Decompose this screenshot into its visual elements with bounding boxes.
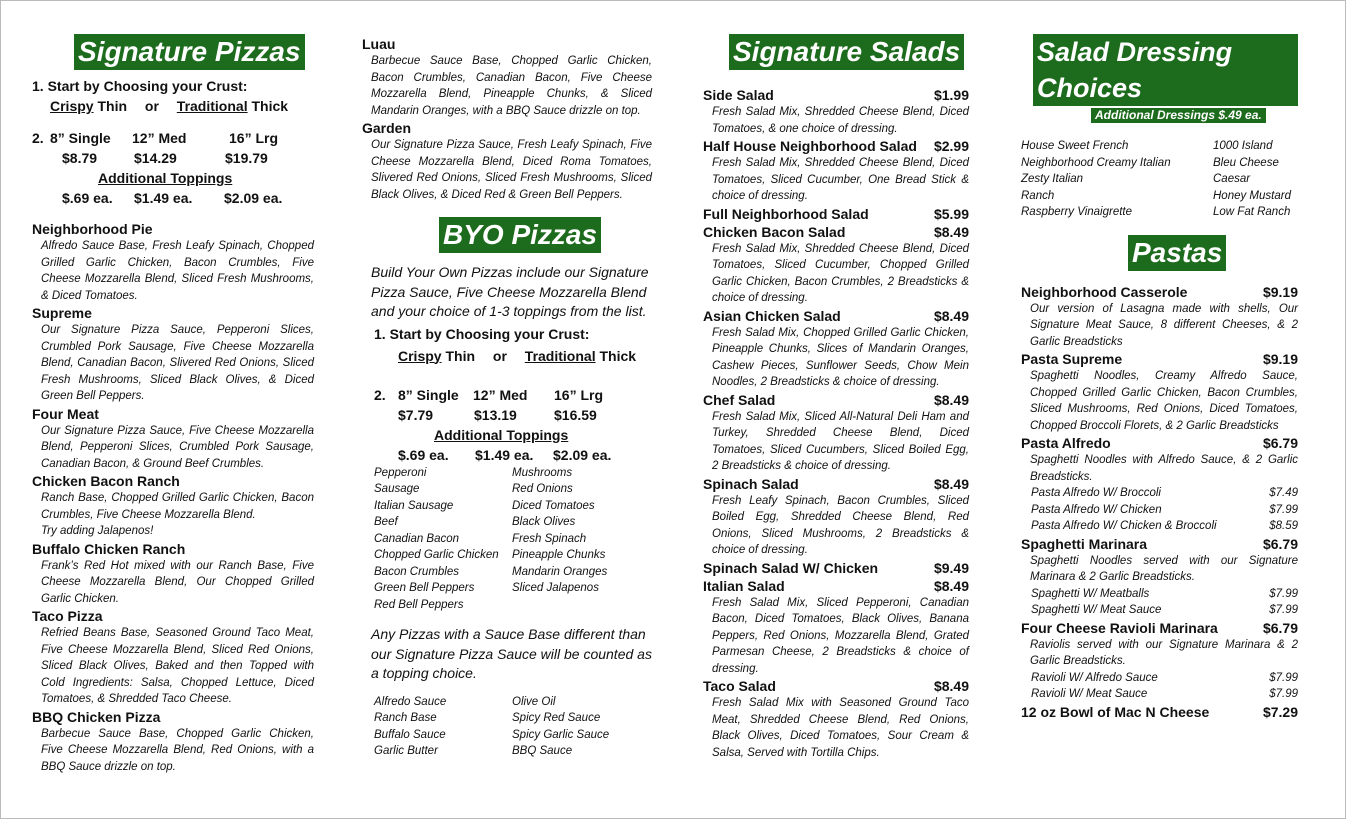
signature-salads-column	[703, 1, 969, 761]
additional-toppings-label: Additional Toppings	[98, 170, 233, 186]
byo-topping-prices: $.69 ea. $1.49 ea. $2.09 ea.	[398, 446, 612, 463]
menu-item: 12 oz Bowl of Mac N Cheese $7.29	[1021, 703, 1298, 720]
menu-item: Chicken Bacon Ranch Ranch Base, Chopped Grilled Garlic Chicken, Bacon Crumbles, Five Cheese Mozzarella Blend. Try adding Jalapenos!	[32, 473, 314, 537]
menu-item: Taco Pizza Refried Beans Base, Seasoned Ground Taco Meat, Five Cheese Mozzarella Blend, Sliced Red Onions, Sliced Black Olives, Baked and then Topped with Cold Ingredients: Salsa, Chopped Lettuce, Diced Tomatoes, & Shredded Taco Cheese.	[32, 608, 314, 705]
pastas-banner: Pastas	[1128, 235, 1226, 271]
dressing-list: House Sweet French 1000 Island Neighborhood Creamy Italian Bleu Cheese Zesty Italian Caesar Ranch Honey Mustard Raspberry Vinaigrette Low Fat Ranch	[1021, 140, 1291, 218]
crust-step: 1. Start by Choosing your Crust:	[32, 78, 248, 94]
byo-crust-options: Crispy Thin or Traditional Thick	[398, 347, 637, 364]
menu-item: Chef Salad $8.49 Fresh Salad Mix, Sliced All-Natural Deli Ham and Turkey, Shredded Cheese Blend, Diced Tomatoes, Sliced Cucumbers, Sliced Boiled Egg, 2 Breadsticks & choice of dressing.	[703, 391, 969, 472]
byo-pizzas-banner: BYO Pizzas	[439, 217, 601, 253]
menu-item: Pasta Supreme $9.19 Spaghetti Noodles, Creamy Alfredo Sauce, Chopped Grilled Garlic Chicken, Bacon Crumbles, Sliced Mushrooms, Red Onions, Diced Tomatoes, Chopped Broccoli Florets, & 2 Garlic Breadsticks	[1021, 351, 1298, 432]
menu-item: Taco Salad $8.49 Fresh Salad Mix with Seasoned Ground Taco Meat, Shredded Cheese Blend, Red Onions, Black Olives, Diced Tomatoes, Sour Cream & Salsa, Served with Tortilla Chips.	[703, 678, 969, 759]
byo-size-row: 2. 8” Single 12” Med 16” Lrg	[374, 386, 604, 403]
topping-prices: $.69 ea. $1.49 ea. $2.09 ea.	[62, 190, 283, 206]
menu-item: Spinach Salad W/ Chicken $9.49	[703, 559, 969, 576]
menu-item: Asian Chicken Salad $8.49 Fresh Salad Mix, Chopped Grilled Garlic Chicken, Pineapple Chunks, Slices of Mandarin Oranges, Cashew Pieces, Sunflower Seeds, Chow Mein Noodles, 2 Breadsticks & choice of dressing.	[703, 307, 969, 388]
byo-pizzas-column	[362, 1, 652, 760]
menu-item: Neighborhood Casserole $9.19 Our version of Lasagna made with shells, Our Signature Meat Sauce, 8 different Cheeses, & 2 Garlic Breadsticks	[1021, 283, 1298, 348]
size-row: 2. 8” Single 12” Med 16” Lrg	[32, 130, 279, 146]
menu-item: Garden Our Signature Pizza Sauce, Fresh Leafy Spinach, Five Cheese Mozzarella Blend, Diced Roma Tomatoes, Slivered Red Onions, Sliced Fresh Mushrooms, Sliced Black Olives, & Diced Red & Green Bell Peppers.	[362, 120, 652, 201]
signature-pizzas-column	[32, 1, 314, 775]
menu-item: Buffalo Chicken Ranch Frank’s Red Hot mixed with our Ranch Base, Five Cheese Mozzarella Blend, Our Chopped Grilled Garlic Chicken.	[32, 540, 314, 605]
byo-crust-step: 1. Start by Choosing your Crust:	[374, 325, 590, 342]
toppings-list: Pepperoni Mushrooms Sausage Red Onions Italian Sausage Diced Tomatoes Beef Black Olives Canadian Bacon Fresh Spinach Chopped Garlic Chicken Pineapple Chunks Bacon Crumbles Mandarin Oranges Green Bell Peppers Sliced Jalapenos Red Bell Peppers	[374, 466, 608, 611]
menu-item: Neighborhood Pie Alfredo Sauce Base, Fresh Leafy Spinach, Chopped Grilled Garlic Chicken, Bacon Crumbles, Five Cheese Mozzarella Blend, Sliced Fresh Mushrooms, & Diced Tomatoes.	[32, 221, 314, 302]
menu-item: Four Cheese Ravioli Marinara $6.79 Raviolis served with our Signature Marinara & 2 Garlic Breadsticks. Ravioli W/ Alfredo Sauce $7.99 Ravioli W/ Meat Sauce $7.99	[1021, 619, 1298, 700]
salad-dressing-banner: Salad Dressing Choices	[1033, 34, 1298, 106]
menu-item: Supreme Our Signature Pizza Sauce, Pepperoni Slices, Crumbled Pork Sausage, Five Cheese Mozzarella Blend, Canadian Bacon, Slivered Red Onions, Sliced Fresh Mushrooms, Sliced Black Olives, & Diced Green Bell Peppers.	[32, 305, 314, 402]
additional-dressings-banner: Additional Dressings $.49 ea.	[1091, 108, 1266, 123]
menu-item: Half House Neighborhood Salad $2.99 Fresh Salad Mix, Shredded Cheese Blend, Diced Tomatoes, Sliced Cucumber, One Bread Stick & choice of dressing.	[703, 138, 969, 202]
signature-pizzas-banner: Signature Pizzas	[74, 34, 305, 70]
menu-item: Chicken Bacon Salad $8.49 Fresh Salad Mix, Shredded Cheese Blend, Diced Tomatoes, Sliced Cucumber, Chopped Grilled Garlic Chicken, Bacon Crumbles, 2 Breadsticks & choice of dressing.	[703, 223, 969, 304]
byo-additional-toppings-label: Additional Toppings	[434, 426, 569, 443]
crust-options: Crispy Thin or Traditional Thick	[50, 98, 289, 114]
dressings-pastas-column	[1021, 1, 1298, 721]
menu-item: Pasta Alfredo $6.79 Spaghetti Noodles with Alfredo Sauce, & 2 Garlic Breadsticks. Pasta Alfredo W/ Broccoli $7.49 Pasta Alfredo W/ Chicken $7.99 Pasta Alfredo W/ Chicken & Broccoli $8.59	[1021, 435, 1298, 532]
size-prices: $8.79 $14.29 $19.79	[62, 150, 268, 166]
menu-item: Spinach Salad $8.49 Fresh Leafy Spinach, Bacon Crumbles, Sliced Boiled Egg, Shredded Cheese Blend, Red Onions, Sliced Mushrooms, 2 Breadsticks & choice of dressing.	[703, 475, 969, 556]
signature-salads-banner: Signature Salads	[729, 34, 964, 70]
menu-item: Full Neighborhood Salad $5.99	[703, 205, 969, 222]
menu-item: Side Salad $1.99 Fresh Salad Mix, Shredded Cheese Blend, Diced Tomatoes, & one choice of dressing.	[703, 87, 969, 135]
menu-item: Luau Barbecue Sauce Base, Chopped Garlic Chicken, Bacon Crumbles, Canadian Bacon, Five Cheese Mozzarella Blend, Pineapple Chunks, & Sliced Mandarin Oranges, with a BBQ Sauce drizzle on top.	[362, 36, 652, 117]
menu-item: Spaghetti Marinara $6.79 Spaghetti Noodles served with our Signature Marinara & 2 Garlic Breadsticks. Spaghetti W/ Meatballs $7.99 Spaghetti W/ Meat Sauce $7.99	[1021, 535, 1298, 616]
menu-item: Italian Salad $8.49 Fresh Salad Mix, Sliced Pepperoni, Canadian Bacon, Diced Tomatoes, Black Olives, Banana Peppers, Red Onions, Mozzarella Blend, Grated Parmesan Cheese, 2 Breadsticks & choice of dressing.	[703, 577, 969, 675]
byo-intro: Build Your Own Pizzas include our Signature Pizza Sauce, Five Cheese Mozzarella Blend and your choice of 1-3 toppings from the list.	[371, 264, 649, 319]
menu-item: BBQ Chicken Pizza Barbecue Sauce Base, Chopped Garlic Chicken, Five Cheese Mozzarella Blend, Red Onions, with a BBQ Sauce drizzle on top.	[32, 708, 314, 773]
sauce-list: Alfredo Sauce Olive Oil Ranch Base Spicy Red Sauce Buffalo Sauce Spicy Garlic Sauce Garlic Butter BBQ Sauce	[374, 695, 610, 757]
byo-size-prices: $7.79 $13.19 $16.59	[398, 406, 597, 423]
sauce-note: Any Pizzas with a Sauce Base different than our Signature Pizza Sauce will be counted as a topping choice.	[371, 626, 652, 681]
menu-item: Four Meat Our Signature Pizza Sauce, Five Cheese Mozzarella Blend, Pepperoni Slices, Crumbled Pork Sausage, Canadian Bacon, & Ground Beef Crumbles.	[32, 405, 314, 470]
